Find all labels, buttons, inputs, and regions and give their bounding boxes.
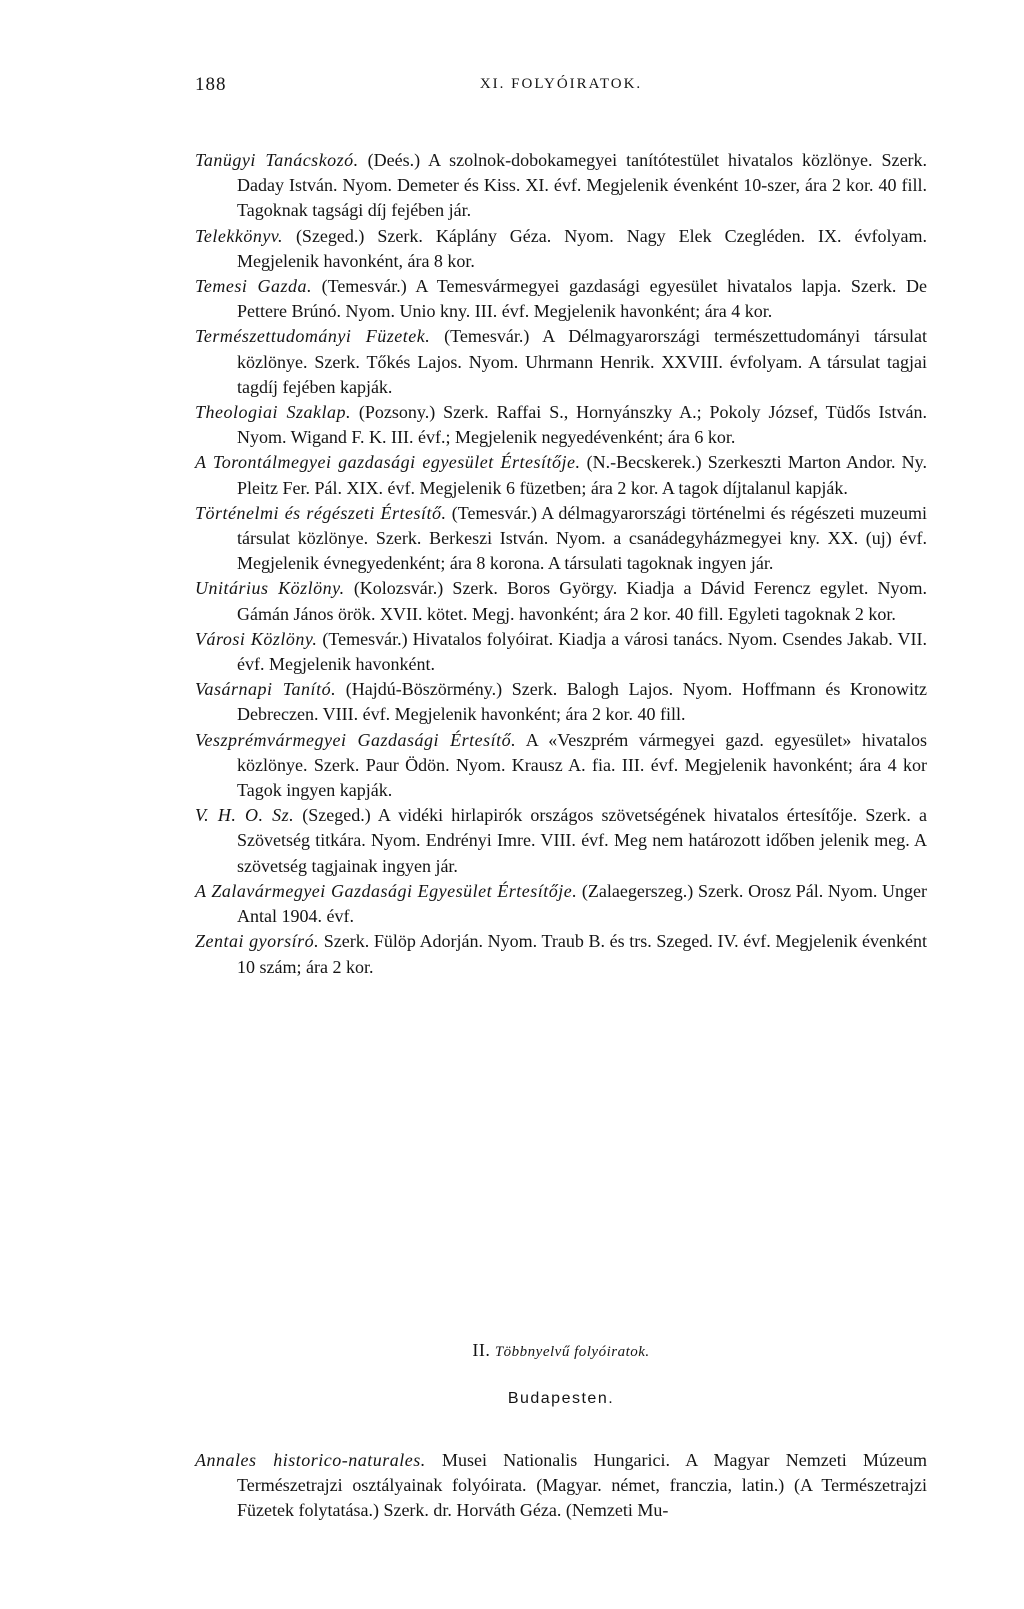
list-item (195, 879, 927, 929)
entry-title: Veszprémvármegyei Gazdasági Értesítő. (195, 729, 517, 750)
entry-title: Telekkönyv. (195, 225, 283, 246)
entry-text: (Kolozsvár.) Szerk. Boros György. Kiadja a Dávid Ferencz egylet. Nyom. Gámán János örök. XVII. kötet. Megj. havonként; ára 2 kor. 40 fill. Egyleti tagoknak 2 kor. (237, 578, 927, 624)
section-title: Többnyelvű folyóiratok. (494, 1344, 650, 1360)
section-number: II. (472, 1340, 491, 1360)
entry-text: (Temesvár.) Hivatalos folyóirat. Kiadja a városi tanács. Nyom. Csendes Jakab. VII. évf. Megjelenik havonként. (237, 628, 927, 675)
entry-text: (Szeged.) Szerk. Káplány Géza. Nyom. Nagy Elek Czegléden. IX. évfolyam. Megjelenik havonként, ára 8 kor. (237, 225, 927, 271)
entry-title: Tanügyi Tanácskozó. (195, 150, 359, 170)
entry-text: (Hajdú-Böszörmény.) Szerk. Balogh Lajos. Nyom. Hoffmann és Kronowitz Debreczen. VIII. évf. Megjelenik havonként; ára 2 kor. 40 fill. (237, 679, 928, 725)
list-item (195, 274, 927, 324)
running-head: XI. FOLYÓIRATOK. (479, 76, 643, 92)
entry-text: (Temesvár.) A Temesvármegyei gazdasági egyesület hivatalos lapja. Szerk. De Pettere Brúnó. Nyom. Unio kny. III. évf. Megjelenik havonként; ára 4 kor. (237, 276, 927, 322)
section-heading (195, 1340, 927, 1361)
periodical-list-multilingual (195, 1448, 927, 1524)
entry-text: (Pozsony.) Szerk. Raffai S., Hornyánszky A.; Pokoly József, Tüdős István. Nyom. Wigand F. K. III. évf.; Megjelenik negyedévenként; ára 6 kor. (237, 402, 928, 448)
list-item (195, 148, 927, 224)
entry-title: A Torontálmegyei gazdasági egyesület Értesítője. (195, 452, 581, 473)
list-item (195, 324, 927, 400)
entry-text: (Zalaegerszeg.) Szerk. Orosz Pál. Nyom. Unger Antal 1904. évf. (237, 880, 927, 927)
entry-title: Temesi Gazda. (195, 276, 312, 297)
entry-title: Zentai gyorsíró. (195, 931, 320, 952)
list-item (195, 728, 927, 804)
list-item (195, 450, 927, 500)
entry-text: (Deés.) A szolnok-dobokamegyei tanítótestület hivatalos közlönye. Szerk. Daday István. Nyom. Demeter és Kiss. XI. évf. Megjelenik évenként 10-szer, ára 2 kor. 40 fill. Tagoknak tagsági díj fejében jár. (237, 150, 927, 221)
list-item (195, 501, 927, 577)
periodical-list (195, 148, 927, 980)
list-item (195, 576, 927, 626)
entry-title: Annales historico-naturales. (195, 1450, 426, 1470)
entry-title: Városi Közlöny. (195, 628, 318, 649)
entry-text: A «Veszprém vármegyei gazd. egyesület» hivatalos közlönye. Szerk. Paur Ödön. Nyom. Krausz A. fia. III. évf. Megjelenik havonként; ára 4 kor Tagok ingyen kapják. (237, 729, 927, 801)
list-item (195, 803, 927, 879)
entry-title: Történelmi és régészeti Értesítő. (195, 502, 447, 523)
list-item (195, 677, 927, 727)
entry-title: Természettudományi Füzetek. (195, 326, 431, 347)
entry-text: Musei Nationalis Hungarici. A Magyar Nemzeti Múzeum Természetrajzi osztályainak folyóirata. (Magyar. német, franczia, latin.) (A Természetrajzi Füzetek folytatása.) Szerk. dr. Horváth Géza. (Nemzeti Mu- (237, 1450, 927, 1521)
city-subheading: Budapesten. (507, 1390, 615, 1407)
entry-text: (Temesvár.) A délmagyarországi történelmi és régészeti muzeumi társulat közlönye. Szerk. Berkeszi István. Nyom. a csanádegyházmegyei kny. XX. (uj) évf. Megjelenik évnegyedenként; ára 8 korona. A társulati tagoknak ingyen jár. (237, 502, 927, 574)
list-item (195, 224, 927, 274)
entry-title: Vasárnapi Tanító. (195, 679, 337, 700)
page-header (195, 74, 927, 104)
list-item (195, 400, 927, 450)
list-item (195, 929, 927, 979)
entry-text: (Szeged.) A vidéki hirlapirók országos szövetségének hivatalos értesítője. Szerk. a Szövetség titkára. Nyom. Endrényi Imre. VIII. évf. Meg nem határozott időben jelenik meg. A szövetség tagjainak ingyen jár. (237, 805, 927, 876)
page-number: 188 (195, 74, 227, 95)
entry-title: Unitárius Közlöny. (195, 578, 345, 599)
entry-text: Szerk. Fülöp Adorján. Nyom. Traub B. és trs. Szeged. IV. évf. Megjelenik évenként 10 szám; ára 2 kor. (237, 931, 927, 977)
list-item (195, 1448, 927, 1524)
entry-text: (Temesvár.) A Délmagyarországi természettudományi társulat közlönye. Szerk. Tőkés Lajos. Nyom. Uhrmann Henrik. XXVIII. évfolyam. A társulat tagjai tagdíj fejében kapják. (237, 326, 927, 397)
list-item (195, 627, 927, 677)
entry-title: A Zalavármegyei Gazdasági Egyesület Értesítője. (195, 880, 578, 901)
entry-title: V. H. O. Sz. (195, 805, 295, 826)
entry-text: (N.-Becskerek.) Szerkeszti Marton Andor. Ny. Pleitz Fer. Pál. XIX. évf. Megjelenik 6 füzetben; ára 2 kor. A tagok díjtalanul kapják. (237, 452, 927, 498)
entry-title: Theologiai Szaklap. (195, 402, 351, 423)
